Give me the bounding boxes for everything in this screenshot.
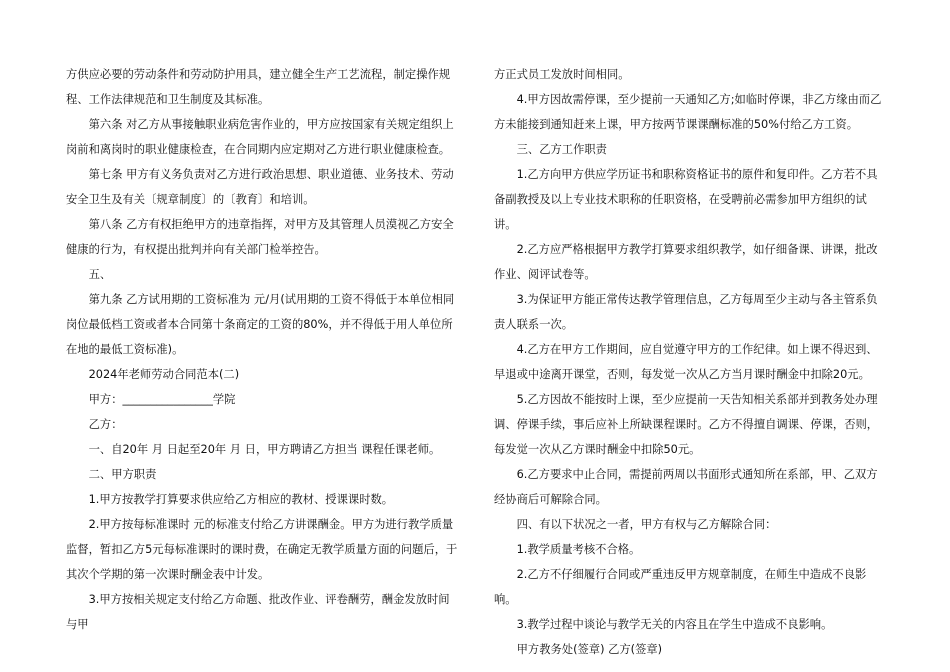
- right-column: [494, 62, 886, 662]
- paragraph: 2.乙方不仔细履行合同或严重违反甲方规章制度，在师生中造成不良影响。: [494, 568, 867, 606]
- left-column: [66, 62, 458, 637]
- paragraph: 第八条 乙方有权拒绝甲方的违章指挥，对甲方及其管理人员漠视乙方安全健康的行为，有权提出批判并向有关部门检举控告。: [66, 218, 454, 256]
- paragraph: 4.乙方在甲方工作期间，应自觉遵守甲方的工作纪律。如上课不得迟到、早退或中途离开课堂，否则，每发觉一次从乙方当月课时酬金中扣除20元。: [494, 343, 878, 381]
- paragraph: 一、自20年 月 日起至20年 月 日，甲方聘请乙方担当 课程任课老师。: [88, 443, 441, 456]
- paragraph: 第六条 对乙方从事接触职业病危害作业的，甲方应按国家有关规定组织上岗前和离岗时的职业健康检查，在合同期内应定期对乙方进行职业健康检查。: [66, 118, 454, 156]
- paragraph: 2.甲方按每标准课时 元的标准支付给乙方讲课酬金。甲方为进行教学质量监督，暂扣乙方5元每标准课时的课时费，在确定无教学质量方面的问题后，于其次个学期的第一次课时酬金表中计发。: [66, 518, 458, 581]
- paragraph: 方正式员工发放时间相同。: [494, 68, 630, 81]
- paragraph: 3.甲方按相关规定支付给乙方命题、批改作业、评卷酬劳，酬金发放时间与甲: [66, 593, 450, 631]
- paragraph: 3.为保证甲方能正常传达教学管理信息，乙方每周至少主动与各主管系负责人联系一次。: [494, 293, 878, 331]
- paragraph: 6.乙方要求中止合同，需提前两周以书面形式通知所在系部，甲、乙双方经协商后可解除合同。: [494, 468, 878, 506]
- paragraph: 2024年老师劳动合同范本(二): [88, 368, 240, 381]
- paragraph: 五、: [88, 268, 112, 281]
- paragraph: 三、乙方工作职责: [516, 143, 607, 156]
- paragraph: 5.乙方因故不能按时上课，至少应提前一天告知相关系部并到教务处办理调、停课手续，事后应补上所缺课程课时。乙方不得擅自调课、停课，否则，每发觉一次从乙方课时酬金中扣除50元。: [494, 393, 879, 456]
- paragraph: 4.甲方因故需停课，至少提前一天通知乙方;如临时停课，非乙方缘由而乙方未能接到通知赶来上课，甲方按两节课课酬标准的50%付给乙方工资。: [494, 93, 882, 131]
- paragraph: 甲方教务处(签章) 乙方(签章): [516, 643, 663, 656]
- paragraph: 1.教学质量考核不合格。: [516, 543, 641, 556]
- paragraph: 二、甲方职责: [88, 468, 157, 481]
- paragraph: 甲方：________________学院: [88, 393, 236, 406]
- paragraph: 1.乙方向甲方供应学历证书和职称资格证书的原件和复印件。乙方若不具备副教授及以上专业技术职称的任职资格，在受聘前必需参加甲方组织的试讲。: [494, 168, 878, 231]
- paragraph: 1.甲方按教学打算要求供应给乙方相应的教材、授课课时数。: [88, 493, 394, 506]
- paragraph: 方供应必要的劳动条件和劳动防护用具，建立健全生产工艺流程，制定操作规程、工作法律规范和卫生制度及其标准。: [66, 68, 451, 106]
- paragraph: 2.乙方应严格根据甲方教学打算要求组织教学，如仔细备课、讲课，批改作业、阅评试卷等。: [494, 243, 878, 281]
- paragraph: 第九条 乙方试用期的工资标准为 元/月(试用期的工资不得低于本单位相同岗位最低档工资或者本合同第十条商定的工资的80%，并不得低于用人单位所在地的最低工资标准)。: [66, 293, 455, 356]
- paragraph: 乙方：: [88, 418, 123, 431]
- paragraph: 四、有以下状况之一者，甲方有权与乙方解除合同：: [516, 518, 777, 531]
- paragraph: 3.教学过程中谈论与教学无关的内容且在学生中造成不良影响。: [516, 618, 833, 631]
- paragraph: 第七条 甲方有义务负责对乙方进行政治思想、职业道德、业务技术、劳动安全卫生及有关〔规章制度〕的〔教育〕和培训。: [66, 168, 454, 206]
